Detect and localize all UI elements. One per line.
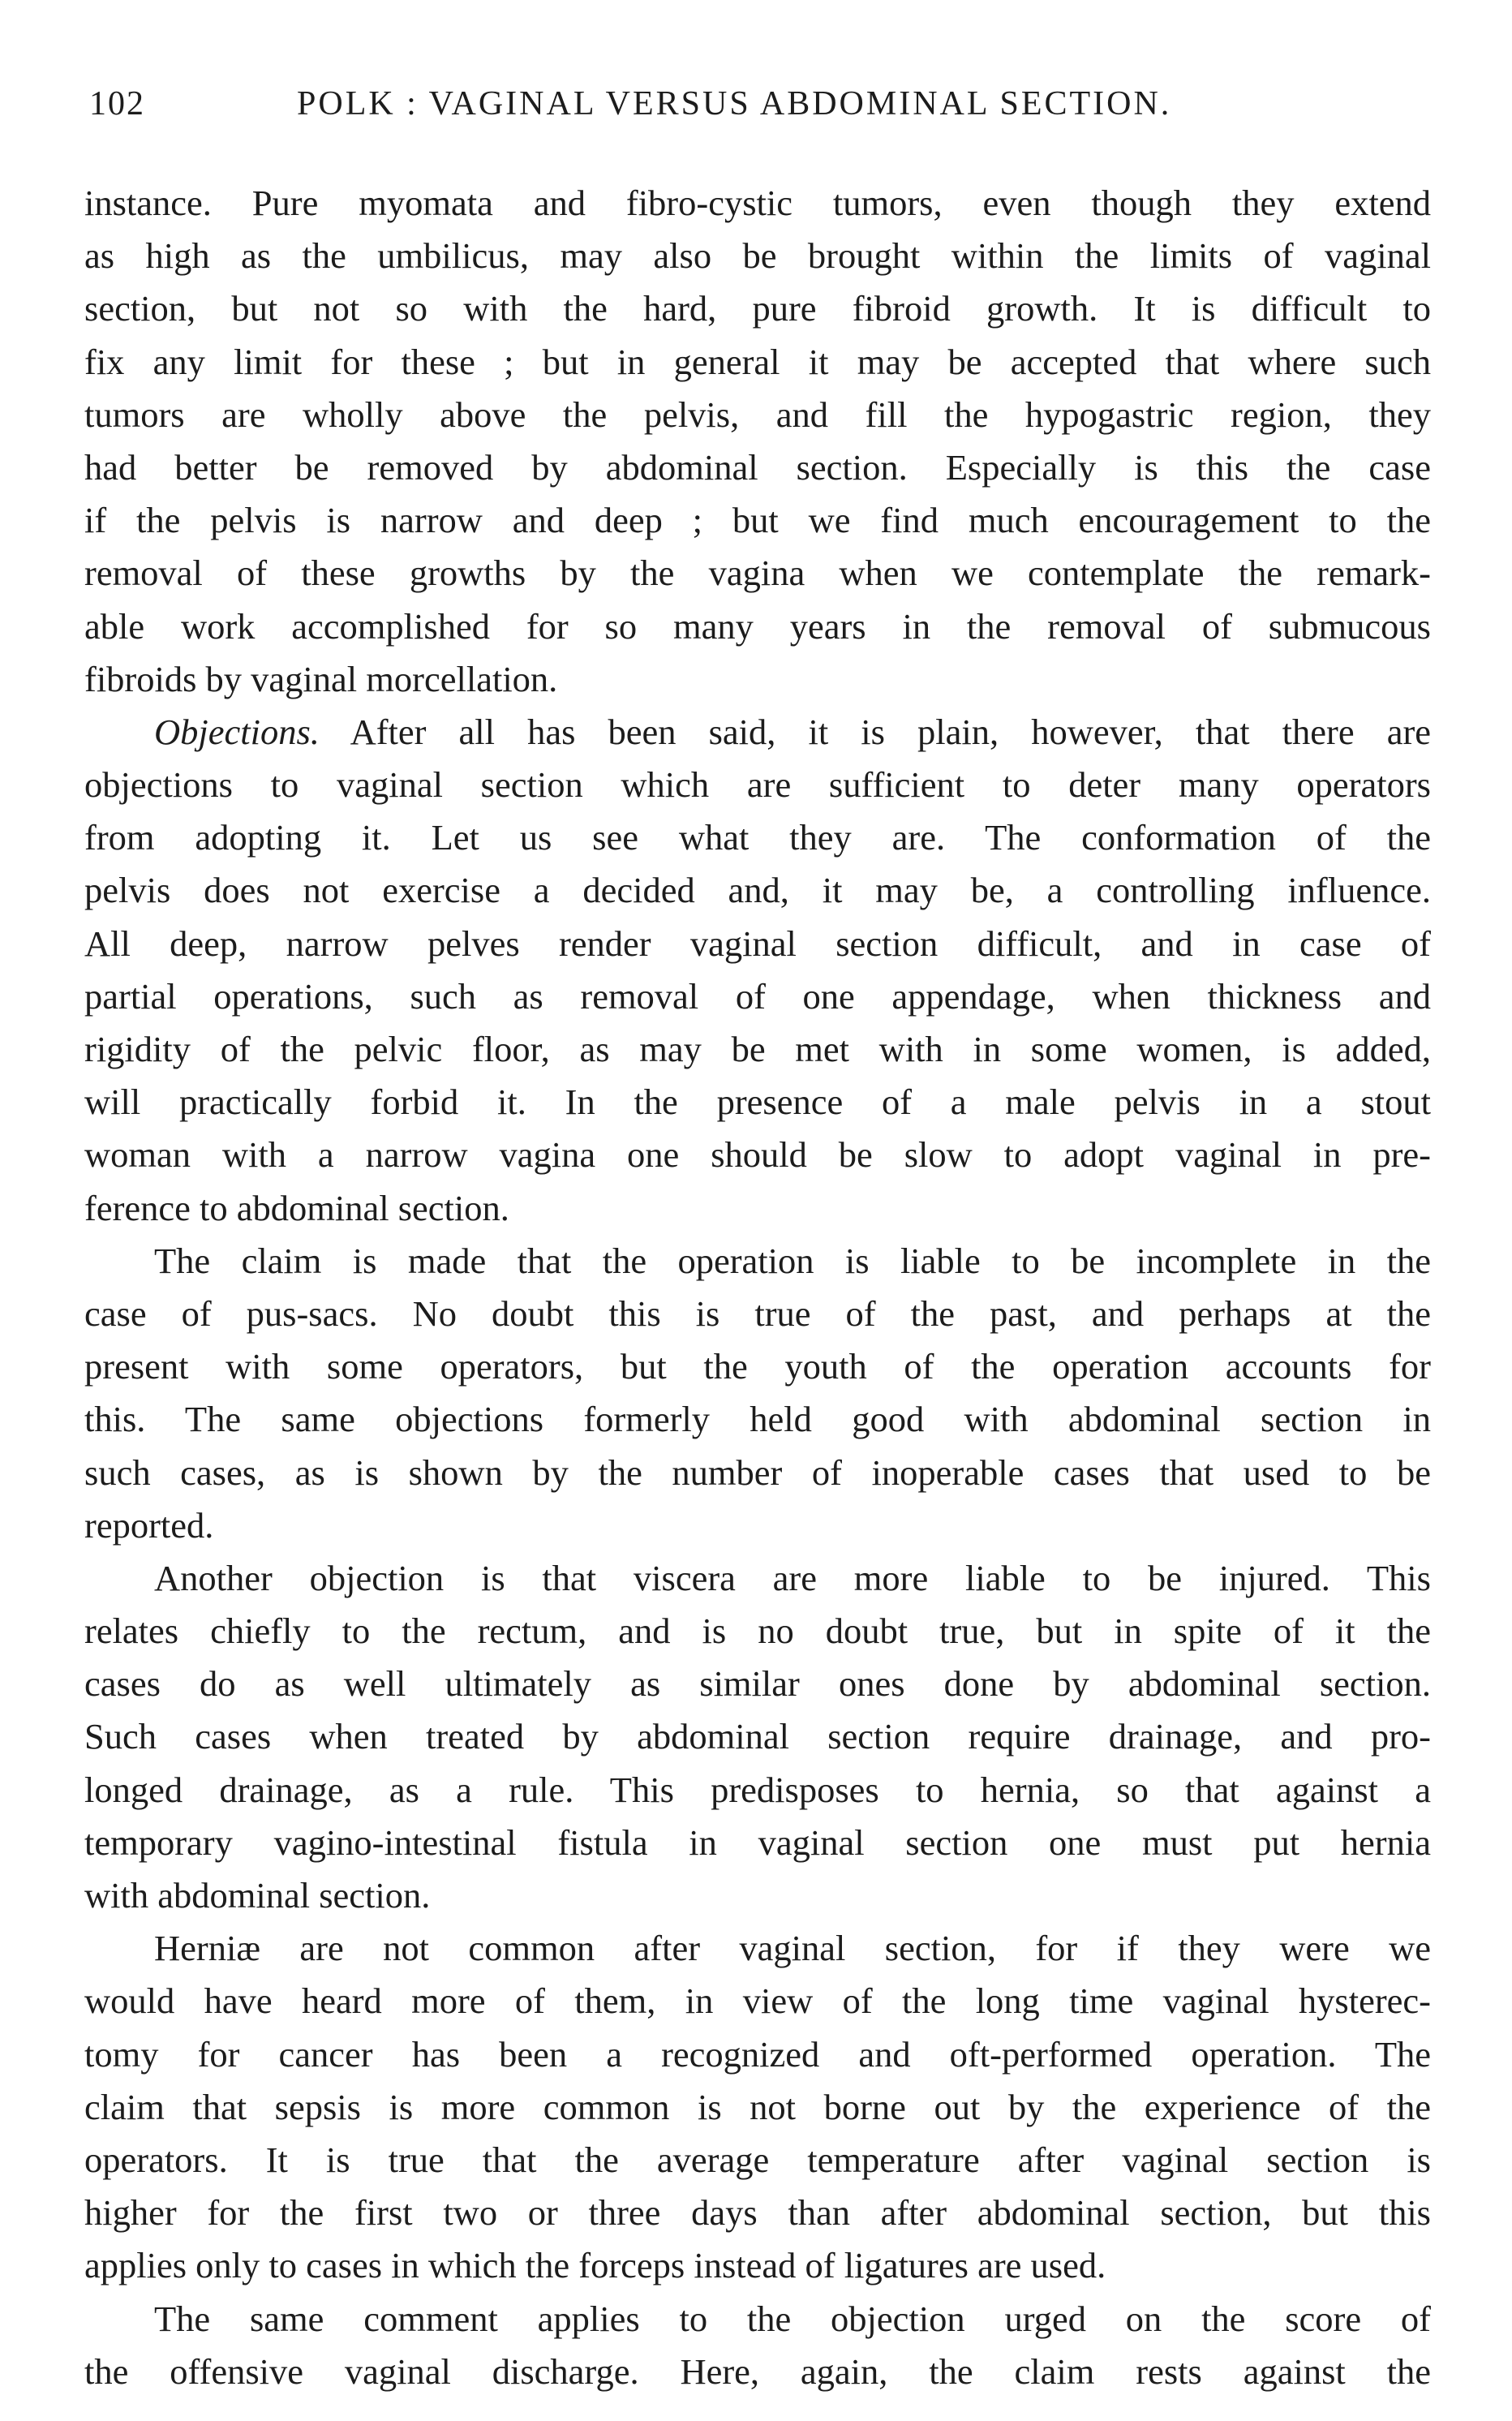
text-line: rigidity of the pelvic floor, as may be met with in some women, is added,	[84, 1029, 1431, 1069]
text-line: will practically forbid it. In the presence of a male pelvis in a stout	[84, 1081, 1431, 1123]
text-line: present with some operators, but the youth of the operation accounts for	[84, 1346, 1431, 1387]
text-line: relates chiefly to the rectum, and is no doubt true, but in spite of it the	[84, 1610, 1431, 1652]
text-line: claim that sepsis is more common is not borne out by the experience of the	[84, 2086, 1431, 2127]
running-head	[89, 80, 1420, 128]
running-title: POLK : VAGINAL VERSUS ABDOMINAL SECTION.	[297, 85, 1172, 123]
paragraph-objections	[84, 706, 1431, 759]
text-line: able work accomplished for so many years in the removal of submucous	[84, 605, 1431, 647]
text-line: operators. It is true that the average temperature after vaginal section is	[84, 2139, 1431, 2180]
objections-heading: Objections.	[154, 711, 320, 752]
text-line: higher for the first two or three days than after abdominal section, but this	[84, 2192, 1431, 2234]
text-line: All deep, narrow pelves render vaginal section difficult, and in case of	[84, 922, 1431, 964]
text-line: with abdominal section.	[84, 1875, 431, 1916]
text-line: fix any limit for these ; but in general it may be accepted that where such	[84, 341, 1431, 382]
text-line: woman with a narrow vagina one should be slow to adopt vaginal in pre-	[84, 1134, 1431, 1176]
text-line: partial operations, such as removal of one appendage, when thickness and	[84, 975, 1431, 1017]
page-number: 102	[89, 85, 145, 123]
text-line: removal of these growths by the vagina when we contemplate the remark-	[84, 553, 1431, 594]
text-line: if the pelvis is narrow and deep ; but we find much encouragement to the	[84, 500, 1431, 541]
text-line: Herniæ are not common after vaginal section, for if they were we	[154, 1928, 1431, 1969]
text-line: fibroids by vaginal morcellation.	[84, 658, 558, 699]
text-line: as high as the umbilicus, may also be brought within the limits of vaginal	[84, 235, 1431, 277]
text-line: objections to vaginal section which are sufficient to deter many operators	[84, 764, 1431, 806]
text-line: tomy for cancer has been a recognized and oft-performed operation. The	[84, 2033, 1431, 2075]
text-line: ference to abdominal section.	[84, 1187, 509, 1228]
text-line: The claim is made that the operation is liable to be incomplete in the	[154, 1240, 1431, 1281]
text-line: cases do as well ultimately as similar ones done by abdominal section.	[84, 1663, 1431, 1705]
text-line: such cases, as is shown by the number of inoperable cases that used to be	[84, 1451, 1431, 1493]
body-text	[84, 177, 1431, 2398]
text-line: The same comment applies to the objection urged on the score of	[154, 2298, 1431, 2339]
text-line: Such cases when treated by abdominal section require drainage, and pro-	[84, 1716, 1431, 1757]
text-line: the offensive vaginal discharge. Here, again, the claim rests against the	[84, 2350, 1431, 2392]
text-line: Another objection is that viscera are more liable to be injured. This	[154, 1557, 1431, 1598]
text-line: instance. Pure myomata and fibro-cystic tumors, even though they extend	[84, 183, 1431, 223]
text-line: pelvis does not exercise a decided and, it may be, a controlling influence.	[84, 870, 1431, 911]
text-line: tumors are wholly above the pelvis, and fill the hypogastric region, they	[84, 393, 1431, 435]
text-line: had better be removed by abdominal section. Especially is this the case	[84, 446, 1431, 488]
text-line: section, but not so with the hard, pure fibroid growth. It is difficult to	[84, 288, 1431, 329]
text-line: After all has been said, it is plain, however, that there are	[350, 711, 1431, 752]
text-line: this. The same objections formerly held good with abdominal section in	[84, 1399, 1431, 1440]
text-line: applies only to cases in which the forceps instead of ligatures are used.	[84, 2245, 1106, 2286]
text-line: would have heard more of them, in view of the long time vaginal hysterec-	[84, 1980, 1431, 2022]
text-line: from adopting it. Let us see what they are. The conformation of the	[84, 817, 1431, 858]
text-line: temporary vagino-intestinal fistula in vaginal section one must put hernia	[84, 1821, 1431, 1863]
text-line: case of pus-sacs. No doubt this is true of the past, and perhaps at the	[84, 1292, 1431, 1334]
text-line: reported.	[84, 1504, 214, 1546]
text-line: longed drainage, as a rule. This predisposes to hernia, so that against a	[84, 1769, 1431, 1810]
